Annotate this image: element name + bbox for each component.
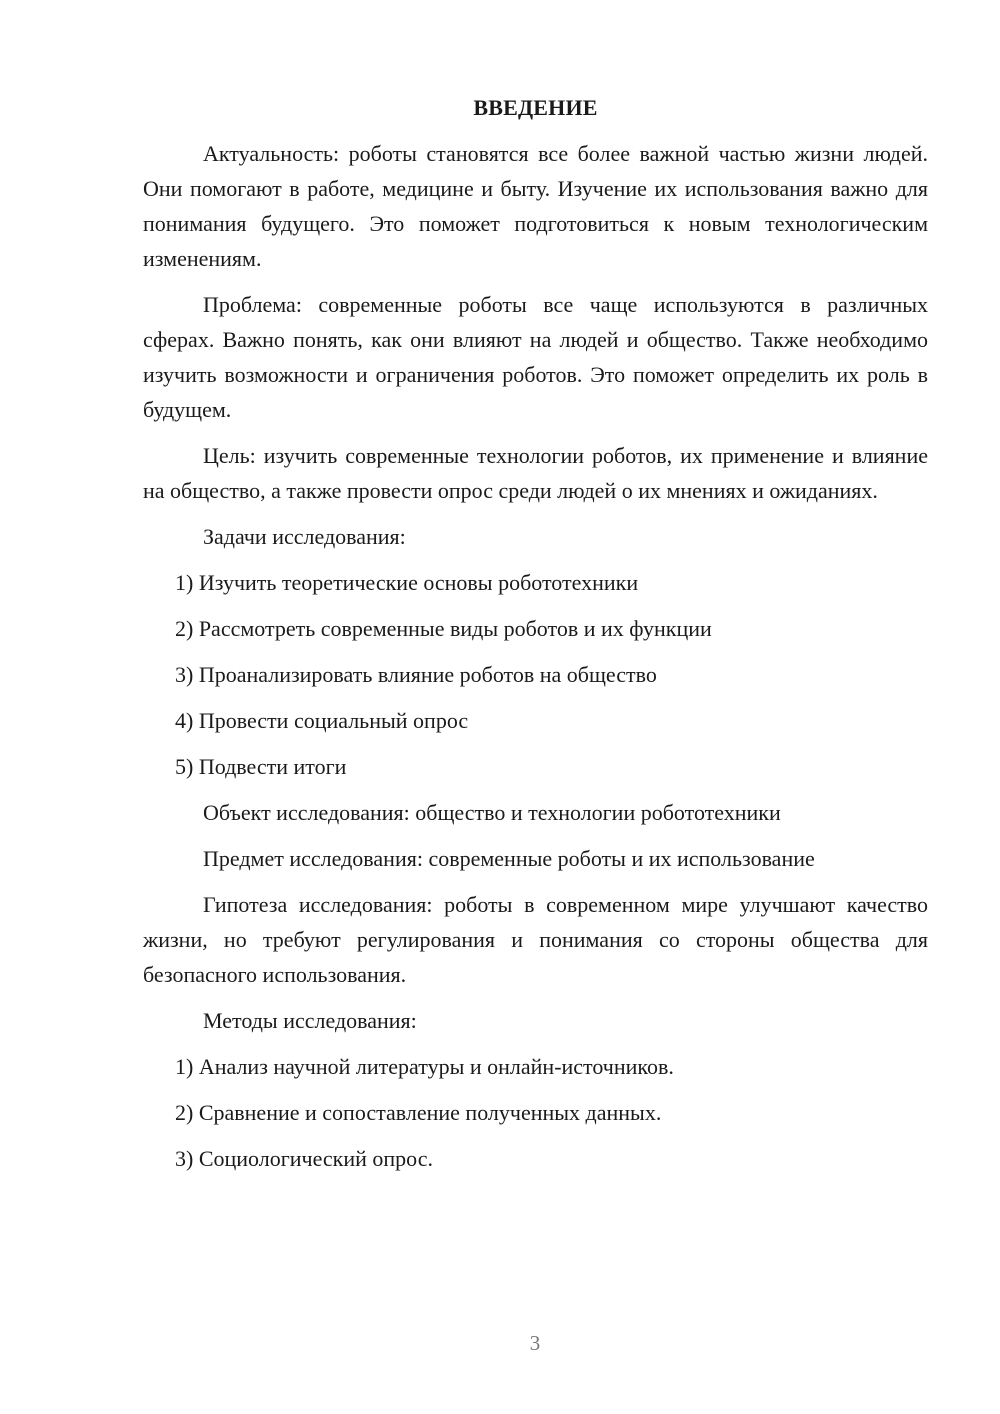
section-title: ВВЕДЕНИЕ	[473, 95, 598, 120]
tasks-heading: Задачи исследования:	[203, 524, 406, 549]
subject-line: Предмет исследования: современные роботы и их использование	[203, 846, 815, 871]
relevance-paragraph: Актуальность: роботы становятся все более важной частью жизни людей. Они помогают в работе, медицине и быту. Изучение их использования важно для понимания будущего. Это поможет подготовиться к новым технологическим изменениям.	[143, 141, 928, 271]
list-item: 3) Проанализировать влияние роботов на общество	[175, 662, 657, 687]
object-line: Объект исследования: общество и технологии робототехники	[203, 800, 781, 825]
methods-heading: Методы исследования:	[203, 1008, 417, 1033]
list-item: 2) Рассмотреть современные виды роботов и их функции	[175, 616, 712, 641]
goal-paragraph: Цель: изучить современные технологии роботов, их применение и влияние на общество, а также провести опрос среди людей о их мнениях и ожиданиях.	[143, 443, 928, 503]
list-item: 4) Провести социальный опрос	[175, 708, 469, 733]
problem-paragraph: Проблема: современные роботы все чаще используются в различных сферах. Важно понять, как они влияют на людей и общество. Также необходимо изучить возможности и ограничения роботов. Это поможет определить их роль в будущем.	[143, 292, 928, 422]
document-page	[143, 90, 928, 1176]
hypothesis-paragraph: Гипотеза исследования: роботы в современном мире улучшают качество жизни, но требуют регулирования и понимания со стороны общества для безопасного использования.	[143, 892, 928, 987]
list-item: 2) Сравнение и сопоставление полученных данных.	[175, 1100, 662, 1125]
list-item: 1) Изучить теоретические основы робототехники	[175, 570, 639, 595]
methods-list	[143, 1049, 928, 1176]
tasks-list	[143, 565, 928, 784]
list-item: 1) Анализ научной литературы и онлайн-источников.	[175, 1054, 674, 1079]
page-number: 3	[529, 1331, 541, 1355]
list-item: 5) Подвести итоги	[175, 754, 347, 779]
list-item: 3) Социологический опрос.	[175, 1146, 433, 1171]
